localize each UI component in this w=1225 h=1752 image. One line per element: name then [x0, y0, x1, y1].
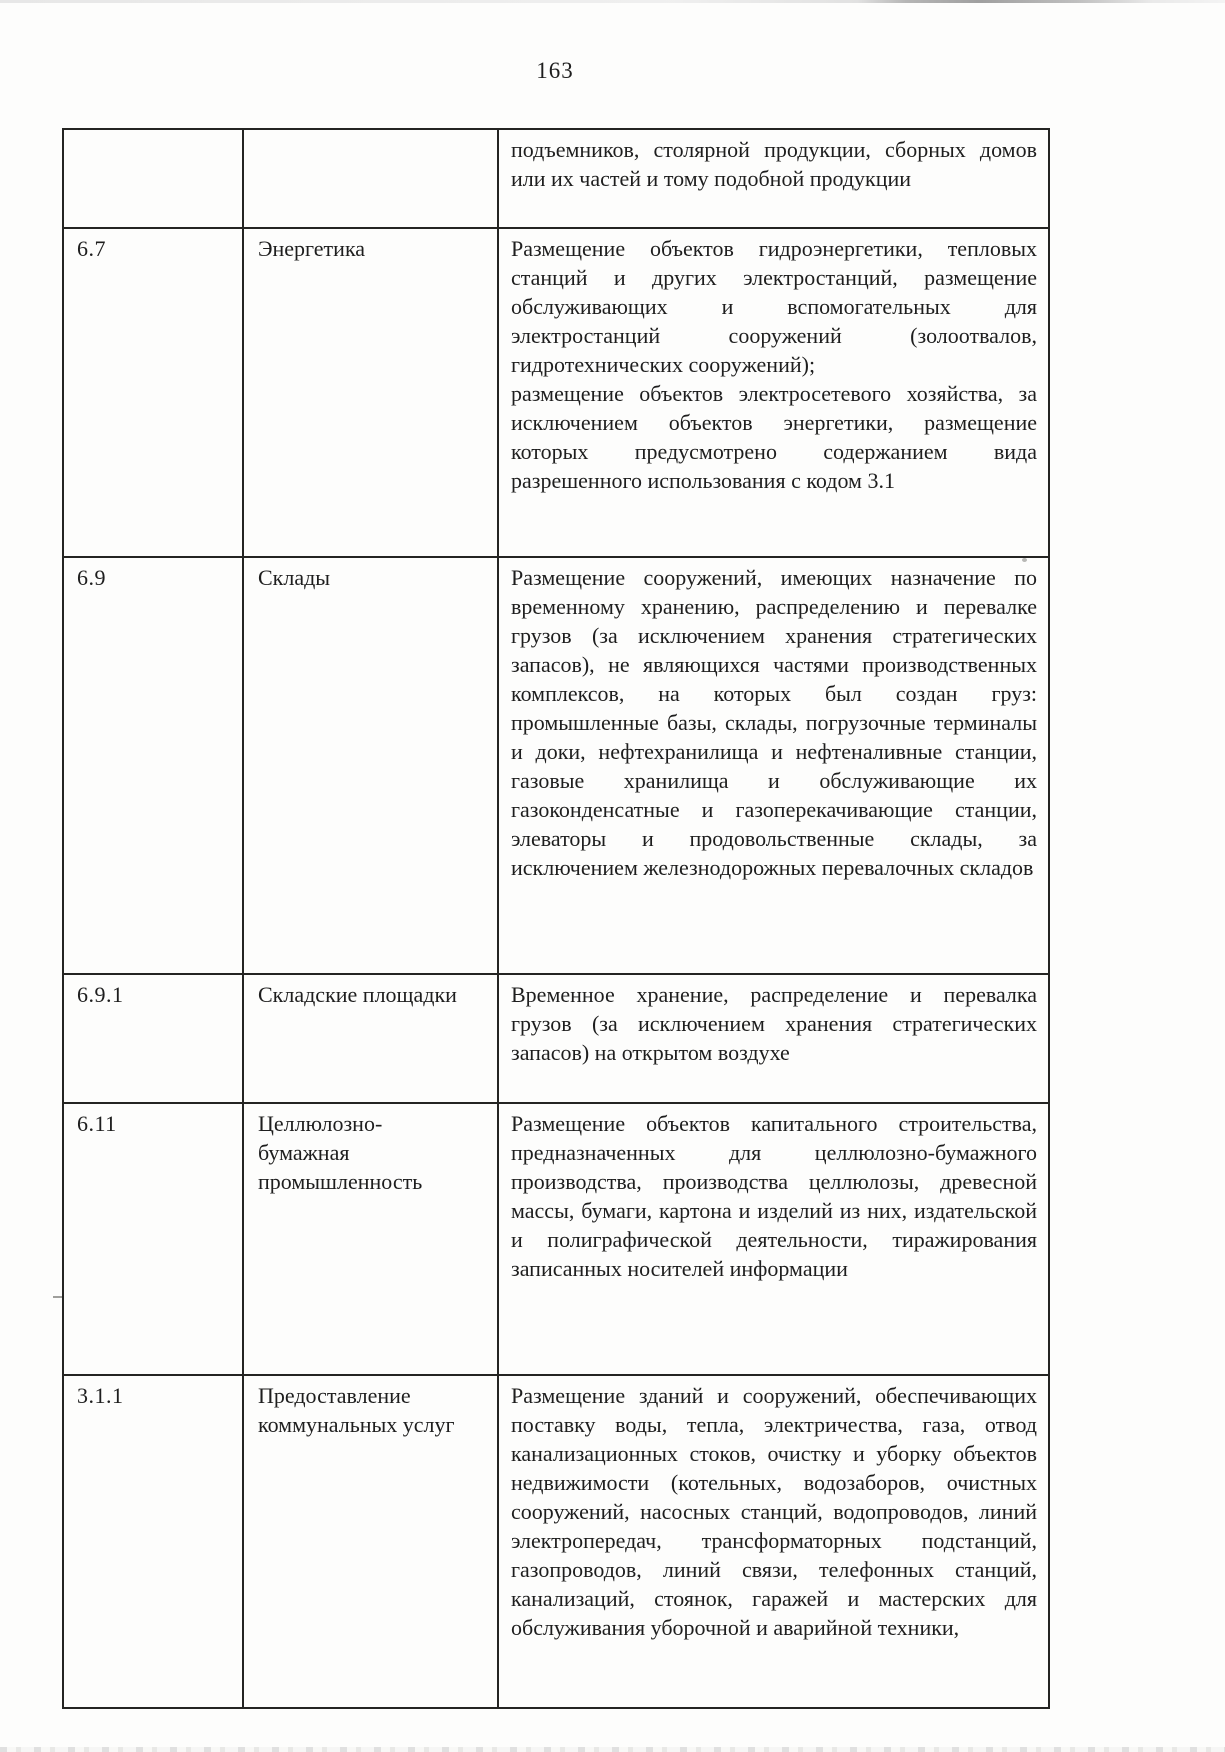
table-row [63, 1375, 1049, 1708]
name-cell [243, 129, 498, 228]
description-cell [498, 1103, 1049, 1375]
code-cell: 6.7 [63, 228, 243, 557]
description-cell [498, 557, 1049, 974]
description-cell [498, 228, 1049, 557]
scan-artifact-top-edge [0, 0, 1225, 3]
table-row [63, 557, 1049, 974]
scan-artifact-bottom-edge [0, 1747, 1225, 1752]
table-row [63, 228, 1049, 557]
code-cell: 6.9 [63, 557, 243, 974]
name-cell: Складские площадки [243, 974, 498, 1103]
scan-artifact-tick [53, 1296, 62, 1298]
land-use-classifier-table [62, 128, 1050, 1709]
description-cell [498, 974, 1049, 1103]
code-cell [63, 129, 243, 228]
name-cell: Целлюлозно-бумажная промышленность [243, 1103, 498, 1375]
description-cell [498, 1375, 1049, 1708]
name-cell: Энергетика [243, 228, 498, 557]
code-cell: 3.1.1 [63, 1375, 243, 1708]
page-number: 163 [536, 58, 574, 83]
description-paragraph: подъемников, столярной продукции, сборных домов или их частей и тому подобной продукции [511, 137, 1037, 191]
code-cell: 6.9.1 [63, 974, 243, 1103]
name-cell: Предоставление коммунальных услуг [243, 1375, 498, 1708]
description-paragraph: Размещение сооружений, имеющих назначение по временному хранению, распределению и перевалке грузов (за исключением хранения стратегических запасов), не являющихся частями производственных комплексов, на которых был создан груз: промышленные базы, склады, погрузочные терминалы и доки, нефтехранилища и нефтеналивные станции, газовые хранилища и обслуживающие их газоконденсатные и газоперекачивающие станции, элеваторы и продовольственные склады, за исключением железнодорожных перевалочных складов [511, 565, 1037, 880]
description-paragraph: размещение объектов электросетевого хозяйства, за исключением объектов энергетики, размещение которых предусмотрено содержанием вида разрешенного использования с кодом 3.1 [511, 381, 1037, 493]
description-paragraph: Размещение объектов капитального строительства, предназначенных для целлюлозно-бумажного производства, производства целлюлозы, древесной массы, бумаги, картона и изделий из них, издательской и полиграфической деятельности, тиражирования записанных носителей информации [511, 1111, 1037, 1281]
table-row [63, 129, 1049, 228]
code-cell: 6.11 [63, 1103, 243, 1375]
name-cell: Склады [243, 557, 498, 974]
description-paragraph: Размещение зданий и сооружений, обеспечивающих поставку воды, тепла, электричества, газа, отвод канализационных стоков, очистку и уборку объектов недвижимости (котельных, водозаборов, очистных сооружений, насосных станций, водопроводов, линий электропередач, трансформаторных подстанций, газопроводов, линий связи, телефонных станций, канализаций, стоянок, гаражей и мастерских для обслуживания уборочной и аварийной техники, [511, 1383, 1037, 1640]
table-row [63, 974, 1049, 1103]
table-row [63, 1103, 1049, 1375]
description-cell [498, 129, 1049, 228]
description-paragraph: Временное хранение, распределение и перевалка грузов (за исключением хранения стратегических запасов) на открытом воздухе [511, 982, 1037, 1065]
description-paragraph: Размещение объектов гидроэнергетики, тепловых станций и других электростанций, размещение обслуживающих и вспомогательных для электростанций сооружений (золоотвалов, гидротехнических сооружений); [511, 236, 1037, 377]
